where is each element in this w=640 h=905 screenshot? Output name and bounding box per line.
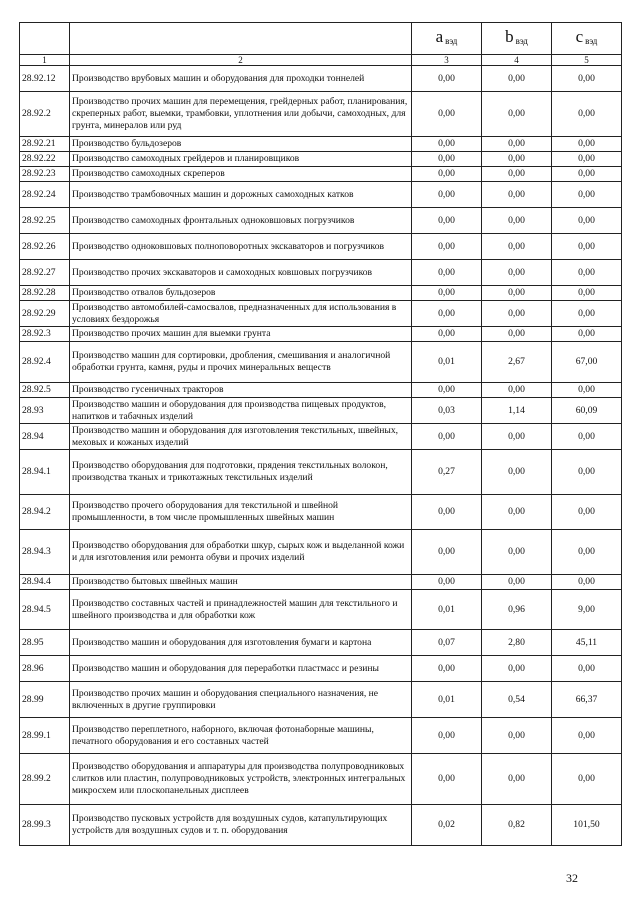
header-c-main: c	[575, 27, 584, 46]
row-value-c: 0,00	[552, 152, 622, 167]
row-name: Производство автомобилей-самосвалов, предназначенных для использования в условиях бездорожья	[70, 301, 412, 327]
row-code: 28.92.29	[20, 301, 70, 327]
row-code: 28.92.23	[20, 167, 70, 182]
column-number: 1	[20, 55, 70, 66]
row-value-b: 0,00	[482, 152, 552, 167]
table-row	[20, 450, 622, 495]
row-code: 28.99.3	[20, 805, 70, 846]
row-value-a: 0,00	[412, 66, 482, 92]
table-row	[20, 590, 622, 630]
row-name: Производство отвалов бульдозеров	[70, 286, 412, 301]
table-row	[20, 805, 622, 846]
row-value-a: 0,00	[412, 424, 482, 450]
row-code: 28.92.21	[20, 137, 70, 152]
row-value-b: 0,00	[482, 383, 552, 398]
row-value-c: 0,00	[552, 66, 622, 92]
row-value-c: 60,09	[552, 398, 622, 424]
row-value-c: 45,11	[552, 630, 622, 656]
row-value-a: 0,00	[412, 530, 482, 575]
row-value-c: 0,00	[552, 718, 622, 754]
row-value-b: 1,14	[482, 398, 552, 424]
row-value-b: 0,00	[482, 92, 552, 137]
row-value-c: 0,00	[552, 450, 622, 495]
table-row	[20, 656, 622, 682]
row-value-b: 0,00	[482, 327, 552, 342]
row-name: Производство составных частей и принадлежностей машин для текстильного и швейного производства и для обработки кож	[70, 590, 412, 630]
table-row	[20, 530, 622, 575]
table-row	[20, 682, 622, 718]
column-number: 4	[482, 55, 552, 66]
table-row	[20, 137, 622, 152]
row-value-a: 0,00	[412, 575, 482, 590]
row-value-c: 0,00	[552, 260, 622, 286]
table-row	[20, 424, 622, 450]
row-value-a: 0,02	[412, 805, 482, 846]
table-row	[20, 167, 622, 182]
row-value-a: 0,00	[412, 327, 482, 342]
row-value-b: 0,00	[482, 424, 552, 450]
row-value-c: 0,00	[552, 92, 622, 137]
row-value-c: 0,00	[552, 167, 622, 182]
row-value-b: 0,82	[482, 805, 552, 846]
header-b-main: b	[505, 27, 514, 46]
row-value-a: 0,00	[412, 167, 482, 182]
row-name: Производство прочего оборудования для текстильной и швейной промышленности, в том числе промышленных швейных машин	[70, 495, 412, 530]
row-code: 28.96	[20, 656, 70, 682]
row-value-a: 0,00	[412, 92, 482, 137]
table-row	[20, 66, 622, 92]
row-code: 28.92.4	[20, 342, 70, 383]
row-value-c: 66,37	[552, 682, 622, 718]
row-value-a: 0,27	[412, 450, 482, 495]
row-value-a: 0,00	[412, 208, 482, 234]
table-body	[20, 66, 622, 846]
row-value-b: 0,54	[482, 682, 552, 718]
row-value-b: 0,00	[482, 208, 552, 234]
row-code: 28.99	[20, 682, 70, 718]
row-value-a: 0,00	[412, 301, 482, 327]
table-row	[20, 208, 622, 234]
row-code: 28.99.1	[20, 718, 70, 754]
row-code: 28.94.3	[20, 530, 70, 575]
row-value-a: 0,01	[412, 342, 482, 383]
row-value-c: 67,00	[552, 342, 622, 383]
row-value-b: 0,00	[482, 718, 552, 754]
row-value-c: 0,00	[552, 530, 622, 575]
row-name: Производство бульдозеров	[70, 137, 412, 152]
row-value-c: 0,00	[552, 208, 622, 234]
header-a-main: a	[435, 27, 444, 46]
row-name: Производство оборудования для обработки шкур, сырых кож и выделанной кожи и для изготовления или ремонта обуви и прочих изделий	[70, 530, 412, 575]
row-value-a: 0,00	[412, 234, 482, 260]
row-name: Производство врубовых машин и оборудования для проходки тоннелей	[70, 66, 412, 92]
row-code: 28.94.1	[20, 450, 70, 495]
row-value-a: 0,07	[412, 630, 482, 656]
row-value-c: 0,00	[552, 656, 622, 682]
row-name: Производство пусковых устройств для воздушных судов, катапультирующих устройств для воздушных судов и т. п. оборудования	[70, 805, 412, 846]
row-value-a: 0,01	[412, 590, 482, 630]
row-code: 28.94.2	[20, 495, 70, 530]
row-value-b: 0,00	[482, 301, 552, 327]
row-name: Производство самоходных грейдеров и планировщиков	[70, 152, 412, 167]
table-row	[20, 234, 622, 260]
row-value-c: 0,00	[552, 137, 622, 152]
row-value-a: 0,01	[412, 682, 482, 718]
row-code: 28.92.24	[20, 182, 70, 208]
row-value-c: 0,00	[552, 383, 622, 398]
table-row	[20, 383, 622, 398]
row-value-c: 0,00	[552, 182, 622, 208]
row-value-c: 0,00	[552, 234, 622, 260]
row-value-b: 0,00	[482, 575, 552, 590]
header-b-cell	[482, 23, 552, 55]
row-value-c: 0,00	[552, 495, 622, 530]
column-number: 2	[70, 55, 412, 66]
row-code: 28.99.2	[20, 754, 70, 805]
table-row	[20, 495, 622, 530]
row-name: Производство оборудования для подготовки, прядения текстильных волокон, производства тканых и трикотажных текстильных изделий	[70, 450, 412, 495]
table-row	[20, 630, 622, 656]
row-name: Производство машин для сортировки, дробления, смешивания и аналогичной обработки грунта, камня, руды и прочих минеральных веществ	[70, 342, 412, 383]
row-name: Производство машин и оборудования для изготовления текстильных, швейных, меховых и кожаных изделий	[70, 424, 412, 450]
table-row	[20, 92, 622, 137]
row-name: Производство машин и оборудования для изготовления бумаги и картона	[70, 630, 412, 656]
row-value-c: 0,00	[552, 301, 622, 327]
classification-table	[19, 22, 622, 846]
header-code-cell	[20, 23, 70, 55]
row-name: Производство машин и оборудования для производства пищевых продуктов, напитков и табачных изделий	[70, 398, 412, 424]
row-name: Производство прочих машин для выемки грунта	[70, 327, 412, 342]
page-number: 32	[566, 871, 578, 885]
row-value-b: 0,00	[482, 286, 552, 301]
table-row	[20, 342, 622, 383]
row-value-b: 0,00	[482, 234, 552, 260]
table-row	[20, 286, 622, 301]
row-code: 28.93	[20, 398, 70, 424]
table-row	[20, 260, 622, 286]
row-code: 28.92.27	[20, 260, 70, 286]
row-code: 28.92.28	[20, 286, 70, 301]
row-name: Производство бытовых швейных машин	[70, 575, 412, 590]
row-name: Производство самоходных скреперов	[70, 167, 412, 182]
row-value-b: 0,00	[482, 530, 552, 575]
table-row	[20, 152, 622, 167]
row-value-b: 0,00	[482, 754, 552, 805]
row-value-b: 0,00	[482, 137, 552, 152]
row-name: Производство прочих машин и оборудования специального назначения, не включенных в другие группировки	[70, 682, 412, 718]
row-value-b: 0,00	[482, 450, 552, 495]
row-value-c: 9,00	[552, 590, 622, 630]
header-b-sub: вэд	[515, 36, 528, 46]
row-name: Производство прочих экскаваторов и самоходных ковшовых погрузчиков	[70, 260, 412, 286]
row-value-b: 0,00	[482, 167, 552, 182]
row-value-c: 101,50	[552, 805, 622, 846]
row-value-c: 0,00	[552, 327, 622, 342]
column-number-row	[20, 55, 622, 66]
row-value-a: 0,00	[412, 754, 482, 805]
row-value-b: 0,00	[482, 182, 552, 208]
row-value-c: 0,00	[552, 575, 622, 590]
row-code: 28.92.26	[20, 234, 70, 260]
table-row	[20, 327, 622, 342]
row-value-c: 0,00	[552, 286, 622, 301]
row-value-a: 0,00	[412, 137, 482, 152]
header-a-sub: вэд	[445, 36, 458, 46]
row-value-a: 0,00	[412, 656, 482, 682]
table-row	[20, 398, 622, 424]
header-row	[20, 23, 622, 55]
row-value-b: 0,00	[482, 495, 552, 530]
row-name: Производство прочих машин для перемещения, грейдерных работ, планирования, скреперных работ, выемки, трамбовки, уплотнения или добычи, самоходных, для грунта, минералов или руд	[70, 92, 412, 137]
header-a-cell	[412, 23, 482, 55]
row-value-a: 0,00	[412, 182, 482, 208]
row-value-b: 0,00	[482, 66, 552, 92]
row-code: 28.95	[20, 630, 70, 656]
row-code: 28.94.4	[20, 575, 70, 590]
row-code: 28.92.2	[20, 92, 70, 137]
row-code: 28.92.3	[20, 327, 70, 342]
row-value-b: 2,67	[482, 342, 552, 383]
row-name: Производство оборудования и аппаратуры для производства полупроводниковых слитков или пластин, полупроводниковых устройств, электронных интегральных микросхем или плоскопанельных дисплеев	[70, 754, 412, 805]
row-value-a: 0,00	[412, 495, 482, 530]
row-code: 28.92.5	[20, 383, 70, 398]
table-row	[20, 182, 622, 208]
row-code: 28.94.5	[20, 590, 70, 630]
row-code: 28.94	[20, 424, 70, 450]
row-value-c: 0,00	[552, 424, 622, 450]
row-value-c: 0,00	[552, 754, 622, 805]
table-row	[20, 575, 622, 590]
row-value-a: 0,00	[412, 260, 482, 286]
row-name: Производство машин и оборудования для переработки пластмасс и резины	[70, 656, 412, 682]
row-value-a: 0,03	[412, 398, 482, 424]
table-row	[20, 718, 622, 754]
row-code: 28.92.22	[20, 152, 70, 167]
row-value-b: 2,80	[482, 630, 552, 656]
row-value-a: 0,00	[412, 718, 482, 754]
row-name: Производство переплетного, наборного, включая фотонаборные машины, печатного оборудования и его составных частей	[70, 718, 412, 754]
row-value-b: 0,96	[482, 590, 552, 630]
table-row	[20, 754, 622, 805]
header-c-cell	[552, 23, 622, 55]
row-value-a: 0,00	[412, 286, 482, 301]
row-value-a: 0,00	[412, 152, 482, 167]
row-code: 28.92.25	[20, 208, 70, 234]
header-name-cell	[70, 23, 412, 55]
row-name: Производство гусеничных тракторов	[70, 383, 412, 398]
row-name: Производство одноковшовых полноповоротных экскаваторов и погрузчиков	[70, 234, 412, 260]
table-row	[20, 301, 622, 327]
row-name: Производство трамбовочных машин и дорожных самоходных катков	[70, 182, 412, 208]
header-c-sub: вэд	[585, 36, 598, 46]
row-code: 28.92.12	[20, 66, 70, 92]
row-name: Производство самоходных фронтальных одноковшовых погрузчиков	[70, 208, 412, 234]
row-value-b: 0,00	[482, 260, 552, 286]
column-number: 5	[552, 55, 622, 66]
row-value-b: 0,00	[482, 656, 552, 682]
column-number: 3	[412, 55, 482, 66]
row-value-a: 0,00	[412, 383, 482, 398]
